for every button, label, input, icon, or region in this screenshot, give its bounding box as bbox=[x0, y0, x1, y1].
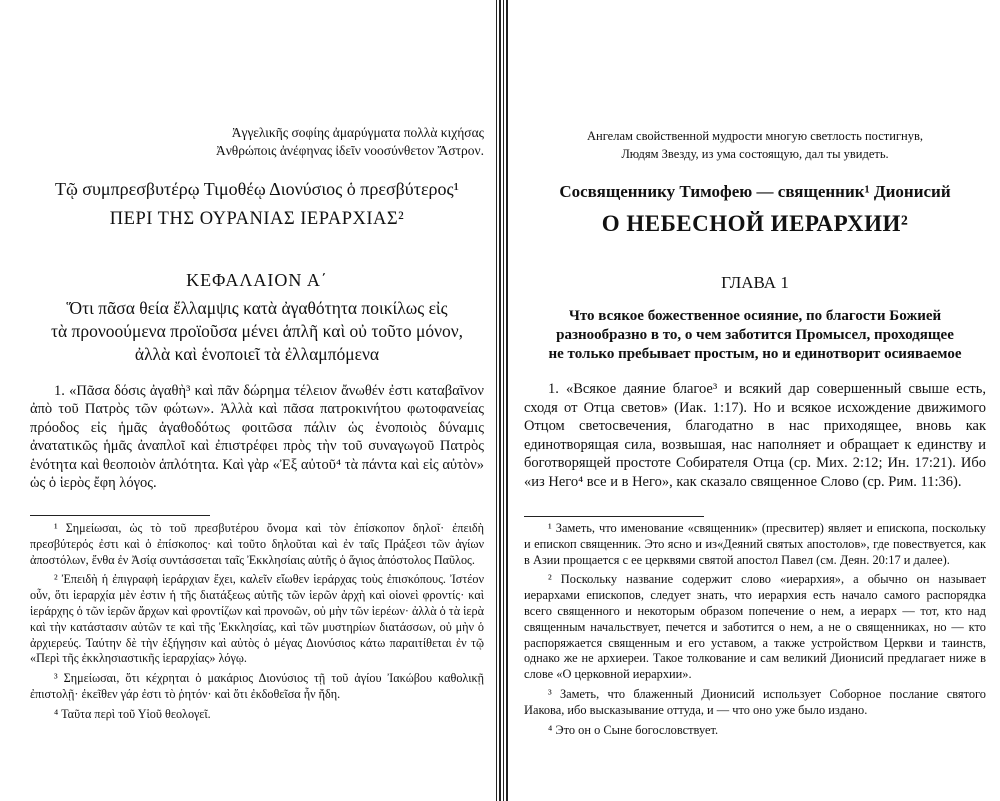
russian-chapter-title bbox=[524, 307, 986, 364]
greek-footnote-3: ³ Σημείωσαι, ὅτι κέχρηται ὁ μακάριος Διονύσιος τῇ τοῦ ἁγίου Ἰακώβου καθολικῇ ἐπιστολῇ· ἐκεῖθεν γάρ ἐστι τὸ ῥητόν· καὶ ὅτι ἐκδοθεῖσα ἦν ἤδη. bbox=[30, 671, 484, 701]
russian-footnotes bbox=[524, 521, 986, 742]
russian-chapter-heading: ГЛАВА 1 bbox=[721, 273, 789, 292]
greek-footnote-2: ² Ἐπειδὴ ἡ ἐπιγραφὴ ἱεράρχιαν ἔχει, καλεῖν εἴωθεν ἱεράρχας τοὺς ἐπισκόπους. Ἰστέον οὖν, ὅτι ἱεραρχία μὲν ἐστιν ἡ τῆς διατάξεως αὐτῆς τῶν ἱερῶν ἀρχὴ καὶ οἱονεὶ φροντίς· καὶ ἱεράρχης ὁ τῶν ἱερῶν ἄρχων καὶ φροντίζων καὶ προνοῶν, οὐ μὴν τῶν ἱερέων· ἀλλὰ ὁ τὰ ἱερὰ καὶ τὴν κατάστασιν αὐτῶν τε καὶ τῆς Ἐκκλησίας, καὶ τῶν μυστηρίων διατάσσων, οὐ μὴν ὁ ἀρχιερεύς. Ταύτην δὲ τὴν ἐξήγησιν καὶ αὐτὸς ὁ μέγας Διονύσιος κάτω παραιτίθεται ἐν τῷ «Περὶ τῆς ἐκκλησιαστικῆς ἱεραρχίας» λόγῳ. bbox=[30, 572, 484, 666]
greek-footnotes bbox=[30, 521, 484, 727]
russian-work-title: О НЕБЕСНОЙ ИЕРАРХИИ² bbox=[601, 211, 909, 236]
russian-epigraph bbox=[524, 127, 986, 163]
right-page-russian bbox=[512, 0, 1000, 801]
greek-epigraph-line-1: Ἀγγελικῆς σοφίης ἀμαρύγματα πολλὰ κιχήσας bbox=[231, 125, 484, 140]
russian-dedication: Сосвященнику Тимофею — священник¹ Дионисий bbox=[559, 182, 951, 201]
russian-footnote-4: ⁴ Это он о Сыне богословствует. bbox=[548, 722, 719, 737]
greek-epigraph-line-2: Ἀνθρώποις ἀνέφηνας ἰδεῖν νοοσύνθετον Ἄστρον. bbox=[215, 143, 484, 158]
russian-epigraph-line-2: Людям Звезду, из ума состоящую, дал ты увидеть. bbox=[621, 147, 889, 161]
russian-epigraph-line-1: Ангелам свойственной мудрости многую светлость постигнув, bbox=[587, 129, 923, 143]
greek-dedication: Τῷ συμπρεσβυτέρῳ Τιμοθέῳ Διονύσιος ὁ πρεσβύτερος¹ bbox=[54, 179, 460, 199]
left-page-greek bbox=[0, 0, 492, 801]
russian-footnote-divider bbox=[524, 516, 704, 517]
greek-epigraph bbox=[0, 124, 484, 160]
russian-chapter-title-line-3: не только пребывает простым, но и единотворит осияваемое bbox=[548, 346, 962, 362]
greek-chapter-title bbox=[30, 297, 484, 366]
russian-chapter-title-line-1: Что всякое божественное осияние, по благости Божией bbox=[568, 308, 942, 324]
greek-chapter-heading: ΚΕΦΑΛΑΙΟΝ Α΄ bbox=[186, 270, 328, 290]
greek-work-title: ΠΕΡΙ ΤΗΣ ΟΥΡΑΝΙΑΣ ΙΕΡΑΡΧΙΑΣ² bbox=[109, 209, 405, 229]
greek-footnote-4: ⁴ Ταῦτα περὶ τοῦ Υἱοῦ θεολογεῖ. bbox=[54, 706, 211, 721]
greek-footnote-1: ¹ Σημείωσαι, ὡς τὸ τοῦ πρεσβυτέρου ὄνομα καὶ τὸν ἐπίσκοπον δηλοῖ· ἐπειδὴ πρεσβύτερός ἐστι καὶ ὁ ἐπίσκοπος· καὶ τοῦτο δηλοῦται καὶ ἐν ταῖς Πράξεσι τῶν ἁγίων ἀποστόλων, ἔνθα ἐν Ἀσίᾳ συντάσσεται ταῖς Ἐκκλησίαις αὐτῆς ὁ ἅγιος ἀπόστολος Παῦλος. bbox=[30, 521, 484, 567]
russian-body-paragraph: 1. «Всякое даяние благое³ и всякий дар совершенный свыше есть, сходя от Отца светов» (Иак. 1:17). Но и всякое исхождение движимого Отцом светосвечения, благодатно в нас приходящее, вновь как единотворящая сила, возвышая, нас наполняет и обращает к единству и боготворящей простоте Собирателя Отца (ср. Мих. 2:12; Ин. 17:21). Ибо «из Него⁴ все и в Него», как сказало священное Слово (ср. Рим. 11:36). bbox=[524, 381, 986, 490]
russian-footnote-3: ³ Заметь, что блаженный Дионисий использует Соборное послание святого Иакова, ибо высказывание оттуда, и — что оно уже было издано. bbox=[524, 686, 986, 717]
greek-body-paragraph: 1. «Πᾶσα δόσις ἀγαθὴ³ καὶ πᾶν δώρημα τέλειον ἄνωθέν ἐστι καταβαῖνον ἀπὸ τοῦ Πατρὸς τῶν φώτων». Ἀλλὰ καὶ πᾶσα πατροκινήτου φωτοφανείας πρόοδος εἰς ἡμᾶς ἀγαθοδότως φοιτῶσα πάλιν ὡς ἑνοποιὸς δύναμις ἀνατατικῶς ἡμᾶς ἀναπλοῖ καὶ ἐπιστρέφει πρὸς τὴν τοῦ συναγωγοῦ Πατρὸς ἑνότητα καὶ θεοποιὸν ἁπλότητα. Καὶ γὰρ «Ἐξ αὐτοῦ⁴ τὰ πάντα καὶ εἰς αὐτὸν» ὡς ὁ ἱερὸς ἔφη λόγος. bbox=[30, 383, 484, 492]
russian-footnote-2: ² Поскольку название содержит слово «иерархия», а обычно он называет иерархами епископов, следует знать, что иерархия есть начало самого распорядка всего священного и некоторым образом попечение о нем, а иерарх — тот, кто над священным начальствует, печется и заботится о нем, а не о священниках, но — кто распоряжается священным и его уставом, а также устройством Церкви и таинств, однако же не архиереи. Такое толкование и сам великий Дионисий предлагает ниже в слове «О церковной иерархии». bbox=[524, 572, 986, 682]
greek-chapter-title-line-3: ἀλλὰ καὶ ἑνοποιεῖ τὰ ἐλλαμπόμενα bbox=[134, 344, 380, 364]
book-gutter bbox=[494, 0, 510, 801]
russian-chapter-title-line-2: разнообразно в то, о чем заботится Промысел, проходящее bbox=[556, 327, 954, 343]
greek-chapter-title-line-2: τὰ προνοούμενα προϊοῦσα μένει ἁπλῆ καὶ οὐ τοῦτο μόνον, bbox=[50, 321, 464, 341]
russian-footnote-1: ¹ Заметь, что именование «священник» (пресвитер) являет и епископа, поскольку и епископ священник. Это ясно и из«Деяний святых апостолов», где повествуется, как в Азии прощается с ее церквями святой апостол Павел (см. Деян. 20:17 и далее). bbox=[524, 521, 986, 567]
greek-chapter-title-line-1: Ὅτι πᾶσα θεία ἔλλαμψις κατὰ ἀγαθότητα ποικίλως εἰς bbox=[66, 298, 448, 318]
greek-footnote-divider bbox=[30, 515, 210, 516]
